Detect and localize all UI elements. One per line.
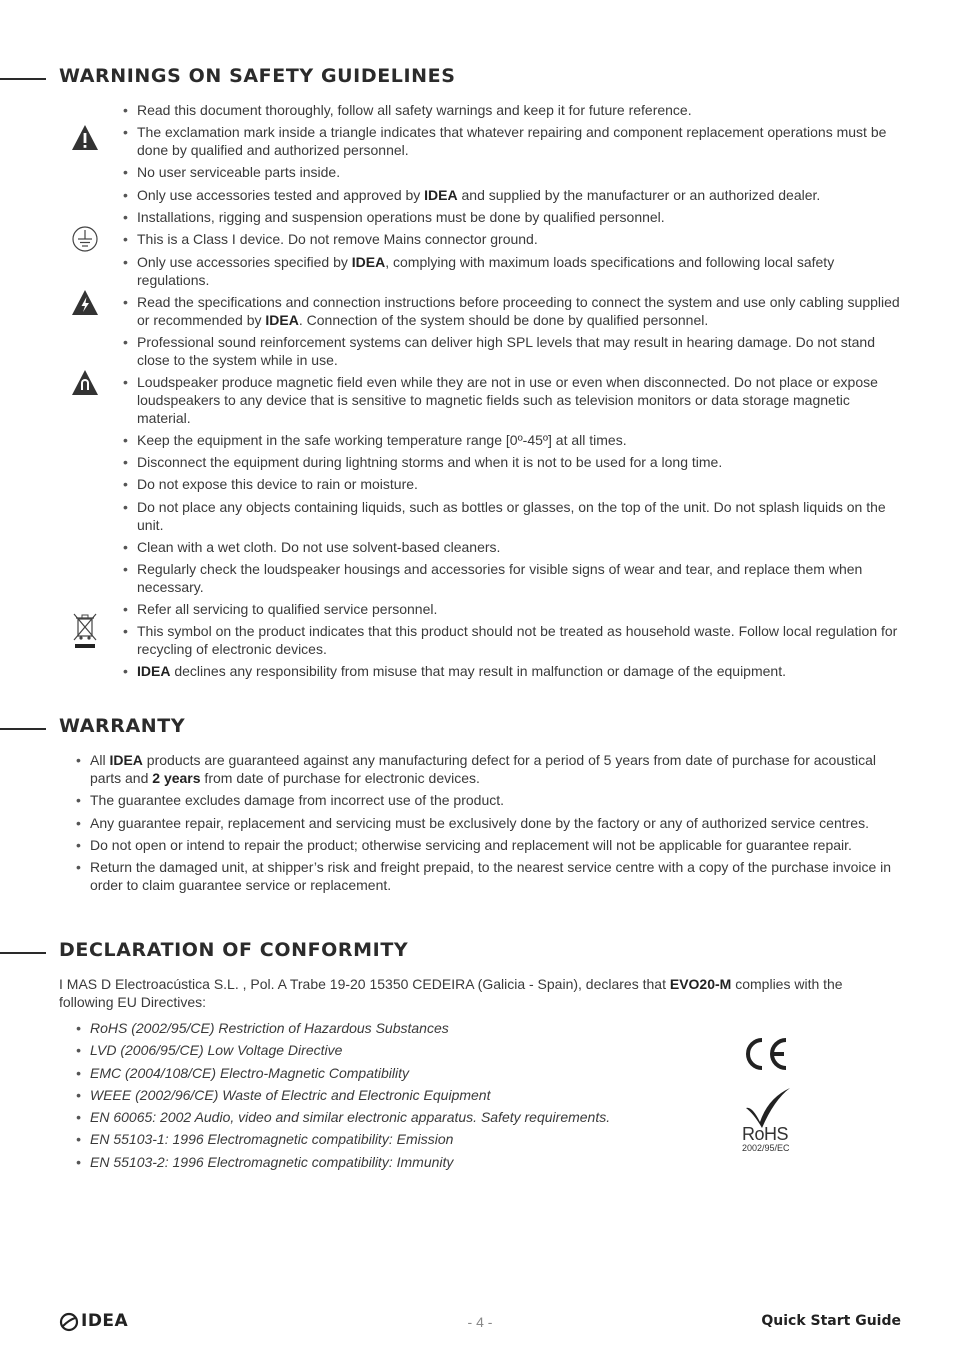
list-item: • Professional sound reinforcement systems can deliver high SPL levels that may result in hearing damage. Do not stand close to the system while in use.: [123, 334, 875, 368]
list-item: • No user serviceable parts inside.: [123, 164, 341, 180]
warnings-title: WARNINGS ON SAFETY GUIDELINES: [59, 65, 456, 87]
warranty-section-header: [0, 713, 960, 743]
list-item: • Loudspeaker produce magnetic field even while they are not in use or even when disconnected. Do not place or expose loudspeakers to any device that is sensitive to magnetic fields such as television monitors or data storage magnetic material.: [123, 374, 878, 426]
conformity-section-header: [0, 937, 960, 967]
conformity-intro: I MAS D Electroacústica S.L. , Pol. A Trabe 19-20 15350 CEDEIRA (Galicia - Spain), declares that EVO20-M complies with the following EU Directives:: [59, 976, 843, 1010]
list-item: • RoHS (2002/95/CE) Restriction of Hazardous Substances: [76, 1020, 449, 1036]
list-item: • LVD (2006/95/CE) Low Voltage Directive: [76, 1042, 343, 1058]
logo-wordmark: IDEA: [81, 1311, 129, 1331]
section-rule: [0, 728, 46, 730]
list-item: • Do not expose this device to rain or moisture.: [123, 476, 418, 492]
list-item: • Clean with a wet cloth. Do not use solvent-based cleaners.: [123, 539, 501, 555]
list-item: • Refer all servicing to qualified service personnel.: [123, 601, 438, 617]
page-number: - 4 -: [467, 1314, 493, 1330]
list-item: • Keep the equipment in the safe working temperature range [0º-45º] at all times.: [123, 432, 627, 448]
rohs-label: RoHS: [742, 1124, 789, 1144]
section-rule: [0, 78, 46, 80]
list-item: • Do not place any objects containing liquids, such as bottles or glasses, on the top of the unit. Do not splash liquids on the unit.: [123, 499, 886, 533]
warnings-section-header: [0, 63, 960, 93]
list-item: • Installations, rigging and suspension operations must be done by qualified personnel.: [123, 209, 665, 225]
rohs-mark: [738, 1086, 802, 1156]
lightning-triangle-icon: [70, 288, 100, 318]
list-item: • This symbol on the product indicates that this product should not be treated as household waste. Follow local regulation for recycling of electronic devices.: [123, 623, 898, 657]
list-item: • Any guarantee repair, replacement and servicing must be exclusively done by the factory or any of authorized service centres.: [76, 815, 869, 831]
rohs-sub-label: 2002/95/EC: [742, 1143, 790, 1153]
list-item: • Regularly check the loudspeaker housings and accessories for visible signs of wear and tear, and replace them when necessary.: [123, 561, 863, 595]
exclamation-triangle-icon: [70, 123, 100, 153]
list-item: • Only use accessories specified by IDEA, complying with maximum loads specifications and following local safety regulations.: [123, 254, 835, 288]
list-item: • Do not open or intend to repair the product; otherwise servicing and replacement will not be applicable for guarantee repair.: [76, 837, 852, 853]
list-item: • Only use accessories tested and approved by IDEA and supplied by the manufacturer or an authorized dealer.: [123, 187, 821, 203]
list-item: • Return the damaged unit, at shipper’s risk and freight prepaid, to the nearest service centre with a copy of the purchase invoice in order to claim guarantee service or replacement.: [76, 859, 892, 893]
warranty-title: WARRANTY: [59, 715, 186, 737]
list-item: • EN 55103-2: 1996 Electromagnetic compatibility: Immunity: [76, 1154, 454, 1170]
list-item: • The exclamation mark inside a triangle indicates that whatever repairing and component replacement operations must be done by qualified and authorized personnel.: [123, 124, 887, 158]
idea-logo-icon: [59, 1312, 79, 1332]
list-item: • Read this document thoroughly, follow all safety warnings and keep it for future reference.: [123, 102, 692, 118]
list-item: • Read the specifications and connection instructions before proceeding to connect the system and use only cabling supplied or recommended by IDEA. Connection of the system should be done by qualified personnel.: [123, 294, 900, 328]
section-rule: [0, 952, 46, 954]
list-item: • EN 60065: 2002 Audio, video and similar electronic apparatus. Safety requirements.: [76, 1109, 611, 1125]
list-item: • WEEE (2002/96/CE) Waste of Electric and Electronic Equipment: [76, 1087, 491, 1103]
guide-title: Quick Start Guide: [761, 1313, 901, 1329]
magnet-triangle-icon: [70, 368, 100, 398]
list-item: • All IDEA products are guaranteed against any manufacturing defect for a period of 5 years from date of purchase for acoustical parts and 2 years from date of purchase for electronic devices.: [76, 752, 876, 786]
list-item: • EN 55103-1: 1996 Electromagnetic compatibility: Emission: [76, 1131, 454, 1147]
list-item: • IDEA declines any responsibility from misuse that may result in malfunction or damage of the equipment.: [123, 663, 786, 679]
list-item: • This is a Class I device. Do not remove Mains connector ground.: [123, 231, 538, 247]
list-item: • The guarantee excludes damage from incorrect use of the product.: [76, 792, 505, 808]
ground-symbol-icon: [70, 224, 100, 254]
conformity-title: DECLARATION OF CONFORMITY: [59, 939, 409, 961]
crossed-bin-icon: [70, 610, 100, 652]
ce-mark-icon: [740, 1034, 796, 1074]
idea-logo: [59, 1310, 129, 1334]
list-item: • Disconnect the equipment during lightning storms and when it is not to be used for a long time.: [123, 454, 723, 470]
list-item: • EMC (2004/108/CE) Electro-Magnetic Compatibility: [76, 1065, 410, 1081]
